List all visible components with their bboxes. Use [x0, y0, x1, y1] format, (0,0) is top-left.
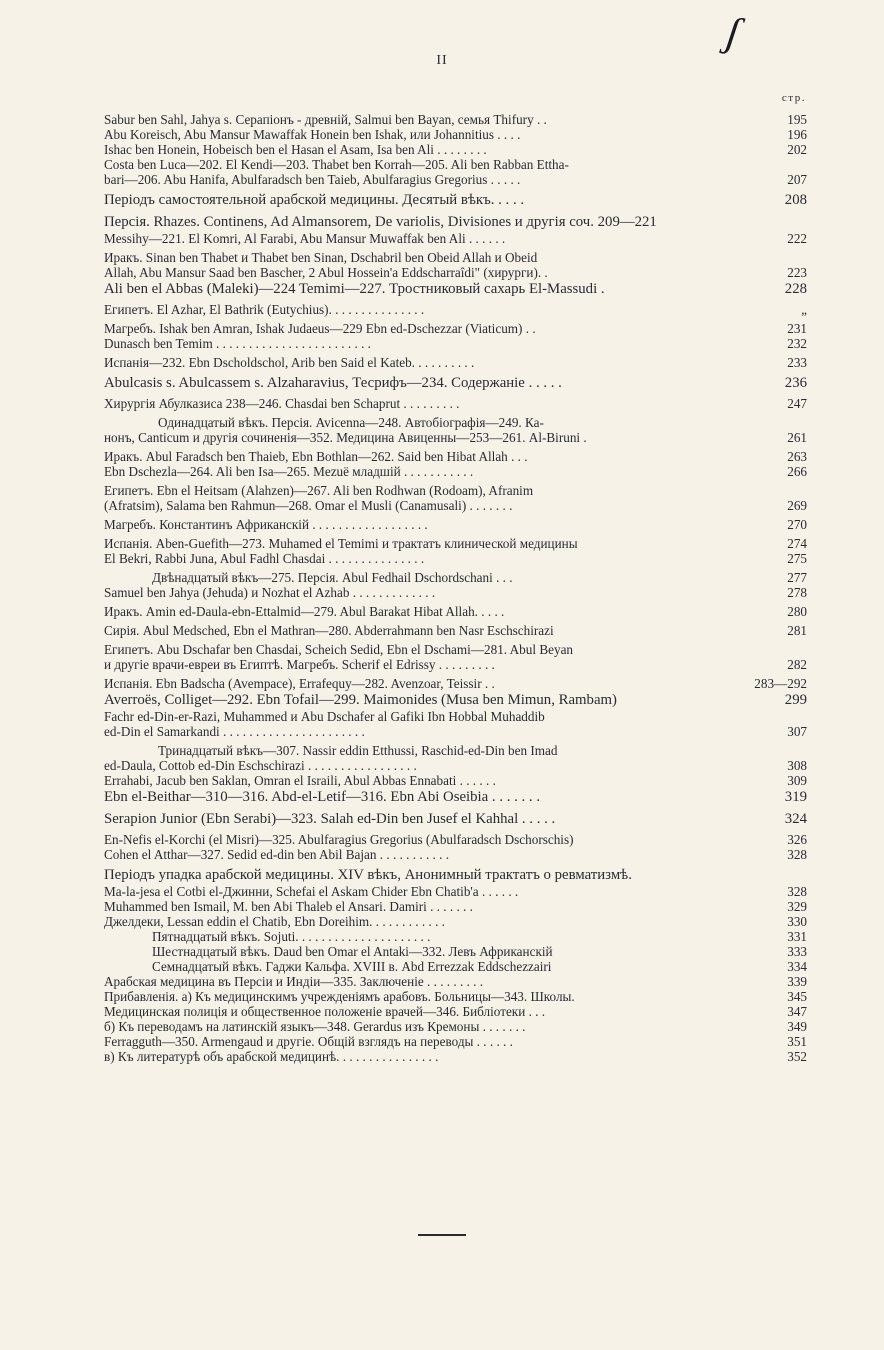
toc-entry-page: 326	[783, 832, 807, 847]
toc-entry-text: нонъ, Canticum и другія сочиненія—352. Медицина Авиценны—253—261. Al-Biruni .	[104, 430, 587, 445]
toc-entry	[104, 536, 807, 551]
toc-entry-text: Прибавленія. а) Къ медицинскимъ учрежденіямъ арабовъ. Больницы—343. Школы.	[104, 989, 575, 1004]
toc-entry	[104, 657, 807, 672]
toc-entry	[104, 483, 807, 498]
toc-entry-text: Иракъ. Abul Faradsch ben Thaieb, Ebn Bothlan—262. Said ben Hibat Allah . . .	[104, 449, 528, 464]
toc-entry-page: 328	[783, 847, 807, 862]
toc-entry	[104, 464, 807, 479]
toc-entry	[104, 374, 807, 392]
toc-entry	[104, 773, 807, 788]
toc-entry-text: Испанія. Aben-Guefith—273. Muhamed el Temimi и трактатъ клинической медицины	[104, 536, 578, 551]
toc-entry	[104, 944, 807, 959]
toc-entry-page: 266	[783, 464, 807, 479]
toc-entry	[104, 914, 807, 929]
toc-entry-text: Испанія—232. Ebn Dscholdschol, Arib ben Said el Kateb. . . . . . . . . .	[104, 355, 475, 370]
toc-entry	[104, 676, 807, 691]
toc-entry	[104, 884, 807, 899]
toc-entry-page: 261	[783, 430, 807, 445]
toc-entry-page: 334	[783, 959, 807, 974]
toc-entry	[104, 570, 807, 585]
toc-entry	[104, 989, 807, 1004]
toc-entry-page: 333	[783, 944, 807, 959]
toc-entry	[104, 157, 807, 172]
toc-entry-text: Ebn Dschezla—264. Ali ben Isa—265. Mezuë младшій . . . . . . . . . . .	[104, 464, 474, 479]
toc-entry-page: 307	[783, 724, 807, 739]
ink-mark: ʃ	[723, 9, 743, 57]
toc-entry-text: Пятнадцатый вѣкъ. Sojuti. . . . . . . . . . . . . . . . . . . . .	[152, 929, 431, 944]
toc-entry-text: Періодъ самостоятельной арабской медицины. Десятый вѣкъ. . . . .	[104, 192, 525, 208]
toc-entry-page: 223	[783, 265, 807, 280]
toc-entry	[104, 250, 807, 265]
table-of-contents	[104, 112, 807, 1064]
toc-entry-page: 232	[783, 336, 807, 351]
toc-entry-text: Джелдеки, Lessan eddin el Chatib, Ebn Doreihim. . . . . . . . . . . .	[104, 914, 445, 929]
toc-entry-page: 282	[783, 657, 807, 672]
toc-entry-text: Египетъ. El Azhar, El Bathrik (Eutychius). . . . . . . . . . . . . . .	[104, 302, 425, 317]
toc-entry-page: 283—292	[750, 676, 807, 691]
toc-entry-page: 351	[783, 1034, 807, 1049]
toc-entry	[104, 321, 807, 336]
toc-entry	[104, 1034, 807, 1049]
toc-entry	[104, 265, 807, 280]
toc-entry-page: 222	[783, 231, 807, 246]
toc-entry-page: 269	[783, 498, 807, 513]
toc-entry-text: Ali ben el Abbas (Maleki)—224 Temimi—227. Тростниковый сахарь El-Massudi .	[104, 281, 605, 297]
toc-entry-page: 280	[783, 604, 807, 619]
toc-entry-text: El Bekri, Rabbi Juna, Abul Fadhl Chasdai . . . . . . . . . . . . . . .	[104, 551, 425, 566]
toc-entry-text: Samuel ben Jahya (Jehuda) и Nozhat el Azhab . . . . . . . . . . . . .	[104, 585, 436, 600]
toc-entry-text: и другіе врачи-евреи въ Египтѣ. Магребъ. Scherif el Edrissy . . . . . . . . .	[104, 657, 495, 672]
closing-rule	[418, 1234, 466, 1236]
toc-entry-text: Muhammed ben Ismail, M. ben Abi Thaleb el Ansari. Damiri . . . . . . .	[104, 899, 473, 914]
toc-entry-text: Ferragguth—350. Armengaud и другіе. Общій взглядъ на переводы . . . . . .	[104, 1034, 513, 1049]
toc-entry-page: 202	[783, 142, 807, 157]
toc-entry	[104, 302, 807, 317]
toc-entry-page: 274	[783, 536, 807, 551]
toc-entry-text: Cohen el Atthar—327. Sedid ed-din ben Abil Bajan . . . . . . . . . . .	[104, 847, 450, 862]
toc-entry-page: 330	[783, 914, 807, 929]
toc-entry-page: 228	[781, 280, 807, 298]
toc-entry	[104, 847, 807, 862]
toc-entry-text: (Afratsim), Salama ben Rahmun—268. Omar el Musli (Canamusali) . . . . . . .	[104, 498, 513, 513]
toc-entry	[104, 142, 807, 157]
toc-entry	[104, 231, 807, 246]
toc-entry-page: 207	[783, 172, 807, 187]
toc-entry-text: Арабская медицина въ Персіи и Индіи—335. Заключеніе . . . . . . . . .	[104, 974, 484, 989]
toc-entry	[104, 213, 807, 231]
toc-entry-page: 324	[781, 810, 807, 828]
toc-entry-page: 319	[781, 788, 807, 806]
toc-entry	[104, 974, 807, 989]
toc-entry-page: 277	[783, 570, 807, 585]
toc-entry	[104, 517, 807, 532]
toc-entry	[104, 396, 807, 411]
page-column-header: стр.	[781, 92, 806, 104]
toc-entry-page: 208	[781, 191, 807, 209]
toc-entry-text: Шестнадцатый вѣкъ. Daud ben Omar el Antaki—332. Левъ Африканскій	[152, 944, 553, 959]
toc-entry-page: 345	[783, 989, 807, 1004]
toc-entry-page: 195	[783, 112, 807, 127]
toc-entry-text: ed-Daula, Cottob ed-Din Eschschirazi . . . . . . . . . . . . . . . . .	[104, 758, 417, 773]
toc-entry-text: Сирія. Abul Medsched, Ebn el Mathran—280. Abderrahmann ben Nasr Eschschirazi	[104, 623, 554, 638]
toc-entry-page: 263	[783, 449, 807, 464]
toc-entry-page: 233	[783, 355, 807, 370]
toc-entry-text: Одинадцатый вѣкъ. Персія. Avicenna—248. Автобіографія—249. Ка-	[158, 415, 544, 430]
toc-entry-page: 270	[783, 517, 807, 532]
toc-entry-text: Ma-la-jesa el Cotbi el-Джинни, Schefai el Askam Chider Ebn Chatib'a . . . . . .	[104, 884, 519, 899]
toc-entry	[104, 172, 807, 187]
toc-entry	[104, 1049, 807, 1064]
toc-entry	[104, 743, 807, 758]
toc-entry-text: Sabur ben Sahl, Jahya s. Серапіонъ - древній, Salmui ben Bayan, семья Thifury . .	[104, 112, 547, 127]
toc-entry-text: Fachr ed-Din-er-Razi, Muhammed и Abu Dschafer al Gafiki Ibn Hobbal Muhaddib	[104, 709, 545, 724]
toc-entry	[104, 866, 807, 884]
toc-entry	[104, 355, 807, 370]
toc-entry-text: б) Къ переводамъ на латинскій языкъ—348. Gerardus изъ Кремоны . . . . . . .	[104, 1019, 526, 1034]
toc-entry-text: Abu Koreisch, Abu Mansur Mawaffak Honein ben Ishak, или Johannitius . . . .	[104, 127, 521, 142]
toc-entry-text: ed-Din el Samarkandi . . . . . . . . . . . . . . . . . . . . . .	[104, 724, 365, 739]
toc-entry-page: 328	[783, 884, 807, 899]
toc-entry-text: Dunasch ben Temim . . . . . . . . . . . . . . . . . . . . . . . .	[104, 336, 371, 351]
toc-entry-text: Иракъ. Amin ed-Daula-ebn-Ettalmid—279. Abul Barakat Hibat Allah. . . . .	[104, 604, 505, 619]
toc-entry-text: En-Nefis el-Korchi (el Misri)—325. Abulfaragius Gregorius (Abulfaradsch Dschorschis)	[104, 832, 574, 847]
toc-entry	[104, 724, 807, 739]
toc-entry-text: Averroës, Colliget—292. Ebn Tofail—299. Maimonides (Musa ben Mimun, Rambam)	[104, 692, 617, 708]
toc-entry	[104, 691, 807, 709]
toc-entry-page: 347	[783, 1004, 807, 1019]
toc-entry-text: Serapion Junior (Ebn Serabi)—323. Salah ed-Din ben Jusef el Kahhal . . . . .	[104, 811, 556, 827]
toc-entry-text: Испанія. Ebn Badscha (Avempace), Errafequy—282. Avenzoar, Teissir . .	[104, 676, 495, 691]
toc-entry-page: 236	[781, 374, 807, 392]
toc-entry-text: bari—206. Abu Hanifa, Abulfaradsch ben Taieb, Abulfaragius Gregorius . . . . .	[104, 172, 521, 187]
toc-entry	[104, 430, 807, 445]
toc-entry	[104, 604, 807, 619]
toc-entry-page: 349	[783, 1019, 807, 1034]
toc-entry-text: Хирургія Абулказиса 238—246. Chasdai ben Schaprut . . . . . . . . .	[104, 396, 460, 411]
toc-entry-page: 196	[783, 127, 807, 142]
toc-entry-page: 281	[783, 623, 807, 638]
toc-entry	[104, 336, 807, 351]
toc-entry-page: 331	[783, 929, 807, 944]
toc-entry	[104, 642, 807, 657]
toc-entry-page: 329	[783, 899, 807, 914]
toc-entry-text: Періодъ упадка арабской медицины. XIV вѣкъ, Анонимный трактатъ о ревматизмѣ.	[104, 867, 632, 883]
toc-entry	[104, 498, 807, 513]
toc-entry	[104, 929, 807, 944]
toc-entry-text: Медицинская полиція и общественное положеніе врачей—346. Библіотеки . . .	[104, 1004, 546, 1019]
toc-entry-page: 275	[783, 551, 807, 566]
toc-entry-text: Abulcasis s. Abulcassem s. Alzaharavius, Тесрифъ—234. Содержаніе . . . . .	[104, 375, 562, 391]
toc-entry-text: Allah, Abu Mansur Saad ben Bascher, 2 Abul Hossein'a Eddscharraîdi" (хирурги). .	[104, 265, 548, 280]
toc-entry-page: 309	[783, 773, 807, 788]
toc-entry-text: Ishac ben Honein, Hobeisch ben el Hasan el Asam, Isa ben Ali . . . . . . . .	[104, 142, 487, 157]
toc-entry-text: Ebn el-Beithar—310—316. Abd-el-Letif—316. Ebn Abi Oseibia . . . . . . .	[104, 789, 541, 805]
toc-entry-text: в) Къ литературѣ объ арабской медицинѣ. . . . . . . . . . . . . . . .	[104, 1049, 439, 1064]
toc-entry-page: 247	[783, 396, 807, 411]
toc-entry	[104, 899, 807, 914]
toc-entry	[104, 832, 807, 847]
toc-entry-text: Иракъ. Sinan ben Thabet и Thabet ben Sinan, Dschabril ben Obeid Allah и Obeid	[104, 250, 538, 265]
toc-entry	[104, 112, 807, 127]
toc-entry-page: 299	[781, 691, 807, 709]
toc-entry-text: Тринадцатый вѣкъ—307. Nassir eddin Etthussi, Raschid-ed-Din ben Imad	[158, 743, 558, 758]
toc-entry	[104, 127, 807, 142]
toc-entry-text: Costa ben Luca—202. El Kendi—203. Thabet ben Korrah—205. Ali ben Rabban Ettha-	[104, 157, 569, 172]
toc-entry-page: „	[797, 302, 807, 317]
toc-entry-page: 339	[783, 974, 807, 989]
toc-entry-text: Египетъ. Ebn el Heitsam (Alahzen)—267. Ali ben Rodhwan (Rodoam), Afranim	[104, 483, 534, 498]
toc-entry-text: Семнадцатый вѣкъ. Гаджи Кальфа. XVIII в. Abd Errezzak Eddschezzairi	[152, 959, 552, 974]
toc-entry	[104, 623, 807, 638]
toc-entry	[104, 415, 807, 430]
toc-entry	[104, 1004, 807, 1019]
toc-entry-text: Магребъ. Константинъ Африканскій . . . . . . . . . . . . . . . . . .	[104, 517, 428, 532]
toc-entry-text: Errahabi, Jacub ben Saklan, Omran el Israili, Abul Abbas Ennabati . . . . . .	[104, 773, 496, 788]
toc-entry-page: 231	[783, 321, 807, 336]
toc-entry-text: Messihy—221. El Komri, Al Farabi, Abu Mansur Muwaffak ben Ali . . . . . .	[104, 231, 506, 246]
toc-entry	[104, 788, 807, 806]
toc-entry-page: 278	[783, 585, 807, 600]
toc-entry	[104, 551, 807, 566]
toc-entry	[104, 758, 807, 773]
toc-entry-text: Египетъ. Abu Dschafar ben Chasdai, Scheich Sedid, Ebn el Dschami—281. Abul Beyan	[104, 642, 574, 657]
toc-entry-text: Магребъ. Ishak ben Amran, Ishak Judaeus—229 Ebn ed-Dschezzar (Viaticum) . .	[104, 321, 536, 336]
toc-entry-page: 352	[783, 1049, 807, 1064]
toc-entry	[104, 280, 807, 298]
toc-entry	[104, 1019, 807, 1034]
toc-entry	[104, 810, 807, 828]
toc-entry	[104, 959, 807, 974]
toc-entry	[104, 585, 807, 600]
page-number: II	[436, 53, 448, 68]
toc-entry	[104, 709, 807, 724]
toc-entry-text: Двѣнадцатый вѣкъ—275. Персія. Abul Fedhail Dschordschani . . .	[152, 570, 513, 585]
toc-entry	[104, 449, 807, 464]
toc-entry-page: 308	[783, 758, 807, 773]
toc-entry	[104, 191, 807, 209]
toc-entry-text: Персія. Rhazes. Continens, Ad Almansorem, De variolis, Divisiones и другія соч. 209—221	[104, 214, 657, 230]
